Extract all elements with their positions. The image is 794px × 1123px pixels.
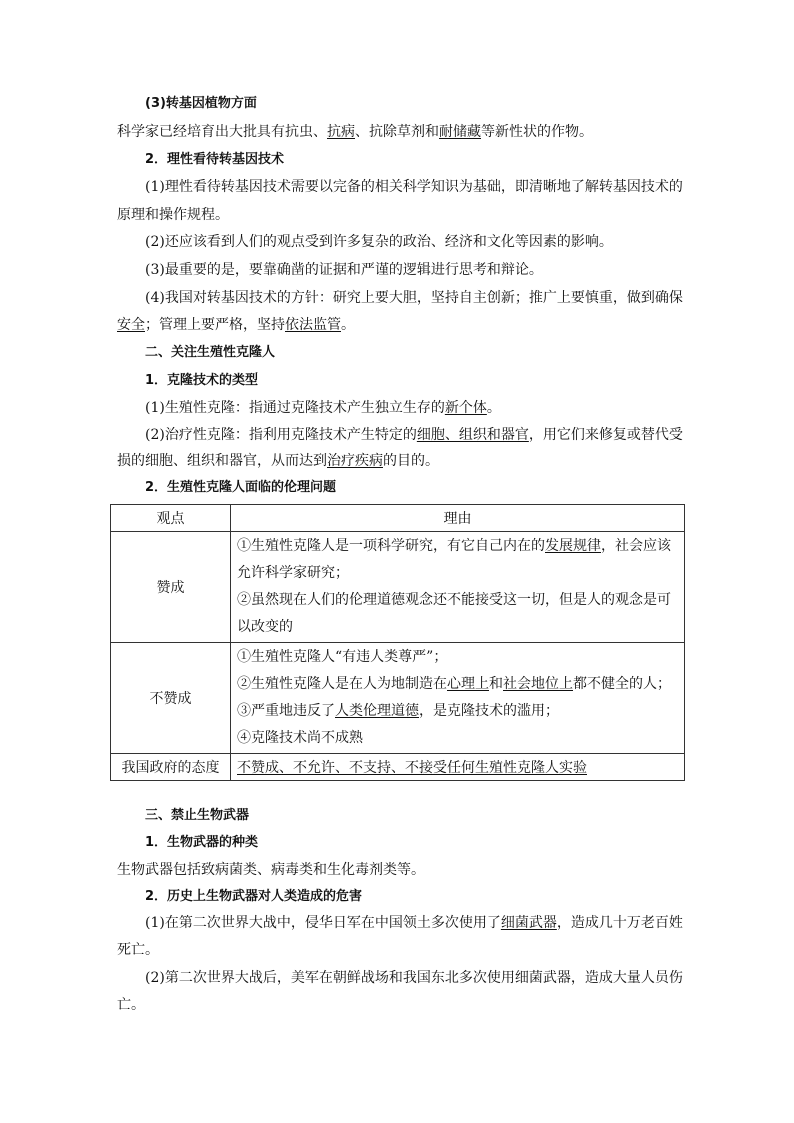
heading-ethics: 2．生殖性克隆人面临的伦理问题 — [145, 480, 337, 495]
section-heading-bioweapons: 三、禁止生物武器 — [145, 808, 250, 823]
paragraph-harm-1: (1)在第二次世界大战中，侵华日军在中国领土多次使用了细菌武器，造成几十万老百姓 — [145, 915, 683, 931]
paragraph-rational-4-cont: 安全；管理上要严格，坚持依法监管。 — [117, 317, 355, 333]
heading-bioweapon-kinds: 1．生物武器的种类 — [145, 835, 259, 850]
column-header-view: 观点 — [111, 505, 231, 532]
paragraph-transgenic-crops: 科学家已经培育出大批具有抗虫、抗病、抗除草剂和耐储藏等新性状的作物。 — [117, 124, 593, 140]
blank-answer: 社会地位上 — [503, 676, 573, 692]
reason-line: 以改变的 — [237, 619, 293, 635]
blank-answer: 治疗疾病 — [327, 453, 383, 469]
paragraph-rational-1-cont: 原理和操作规程。 — [117, 207, 229, 223]
blank-answer: 细胞、组织和器官 — [416, 427, 529, 443]
blank-answer: 人类伦理道德 — [335, 703, 419, 719]
heading-bioweapon-harm: 2．历史上生物武器对人类造成的危害 — [145, 889, 363, 904]
paragraph-rational-1: (1)理性看待转基因技术需要以完备的相关科学知识为基础，即清晰地了解转基因技术的 — [145, 179, 683, 195]
column-header-reason: 理由 — [231, 505, 685, 532]
reason-line: ③严重地违反了人类伦理道德，是克隆技术的滥用； — [237, 703, 559, 719]
table-row-approve — [111, 532, 685, 643]
blank-answer: 新个体 — [444, 400, 487, 416]
table-row-government — [111, 754, 685, 781]
reason-line: 允许科学家研究； — [237, 565, 349, 581]
heading-clone-types: 1．克隆技术的类型 — [145, 373, 259, 388]
paragraph-rational-4: (4)我国对转基因技术的方针：研究上要大胆，坚持自主创新；推广上要慎重，做到确保 — [145, 290, 683, 306]
table-header-row — [111, 505, 685, 532]
reason-line: ④克隆技术尚不成熟 — [237, 730, 363, 746]
table-row-oppose — [111, 643, 685, 754]
reasons-oppose — [231, 643, 685, 754]
section-heading-cloning: 二、关注生殖性克隆人 — [145, 345, 276, 360]
blank-answer: 发展规律 — [545, 538, 601, 554]
blank-answer: 心理上 — [447, 676, 489, 692]
section-heading-transgenic-plants: (3)转基因植物方面 — [145, 96, 257, 111]
paragraph-harm-2: (2)第二次世界大战后，美军在朝鲜战场和我国东北多次使用细菌武器，造成大量人员伤 — [145, 970, 683, 986]
view-oppose: 不赞成 — [111, 643, 231, 754]
paragraph-harm-1-cont: 死亡。 — [117, 942, 159, 958]
government-attitude — [231, 754, 685, 781]
blank-answer: 耐储藏 — [439, 124, 481, 140]
ethics-table — [110, 504, 685, 781]
heading-rational-view: 2．理性看待转基因技术 — [145, 152, 285, 167]
paragraph-reproductive-clone: (1)生殖性克隆：指通过克隆技术产生独立生存的新个体。 — [145, 400, 501, 416]
paragraph-rational-3: (3)最重要的是，要靠确凿的证据和严谨的逻辑进行思考和辩论。 — [145, 262, 543, 278]
blank-answer: 抗病 — [327, 124, 355, 140]
blank-answer: 细菌武器 — [500, 915, 557, 931]
blank-answer: 不赞成、不允许、不支持、不接受任何生殖性克隆人实验 — [237, 760, 587, 776]
paragraph-therapeutic-clone: (2)治疗性克隆：指利用克隆技术产生特定的细胞、组织和器官，用它们来修复或替代受 — [145, 427, 683, 443]
paragraph-therapeutic-clone-cont: 损的细胞、组织和器官，从而达到治疗疾病的目的。 — [117, 453, 439, 469]
paragraph-harm-2-cont: 亡。 — [117, 997, 145, 1013]
view-government: 我国政府的态度 — [111, 754, 231, 781]
paragraph-rational-2: (2)还应该看到人们的观点受到许多复杂的政治、经济和文化等因素的影响。 — [145, 234, 613, 250]
reason-line: ②虽然现在人们的伦理道德观念还不能接受这一切，但是人的观念是可 — [237, 592, 671, 608]
view-approve: 赞成 — [111, 532, 231, 643]
paragraph-bioweapon-kinds: 生物武器包括致病菌类、病毒类和生化毒剂类等。 — [117, 862, 425, 878]
reason-line: ①生殖性克隆人“有违人类尊严”； — [237, 649, 448, 665]
reasons-approve — [231, 532, 685, 643]
blank-answer: 依法监管 — [285, 317, 341, 333]
reason-line: ①生殖性克隆人是一项科学研究，有它自己内在的发展规律，社会应该 — [237, 538, 671, 554]
blank-answer: 安全 — [117, 317, 145, 333]
reason-line: ②生殖性克隆人是在人为地制造在心理上和社会地位上都不健全的人； — [237, 676, 671, 692]
